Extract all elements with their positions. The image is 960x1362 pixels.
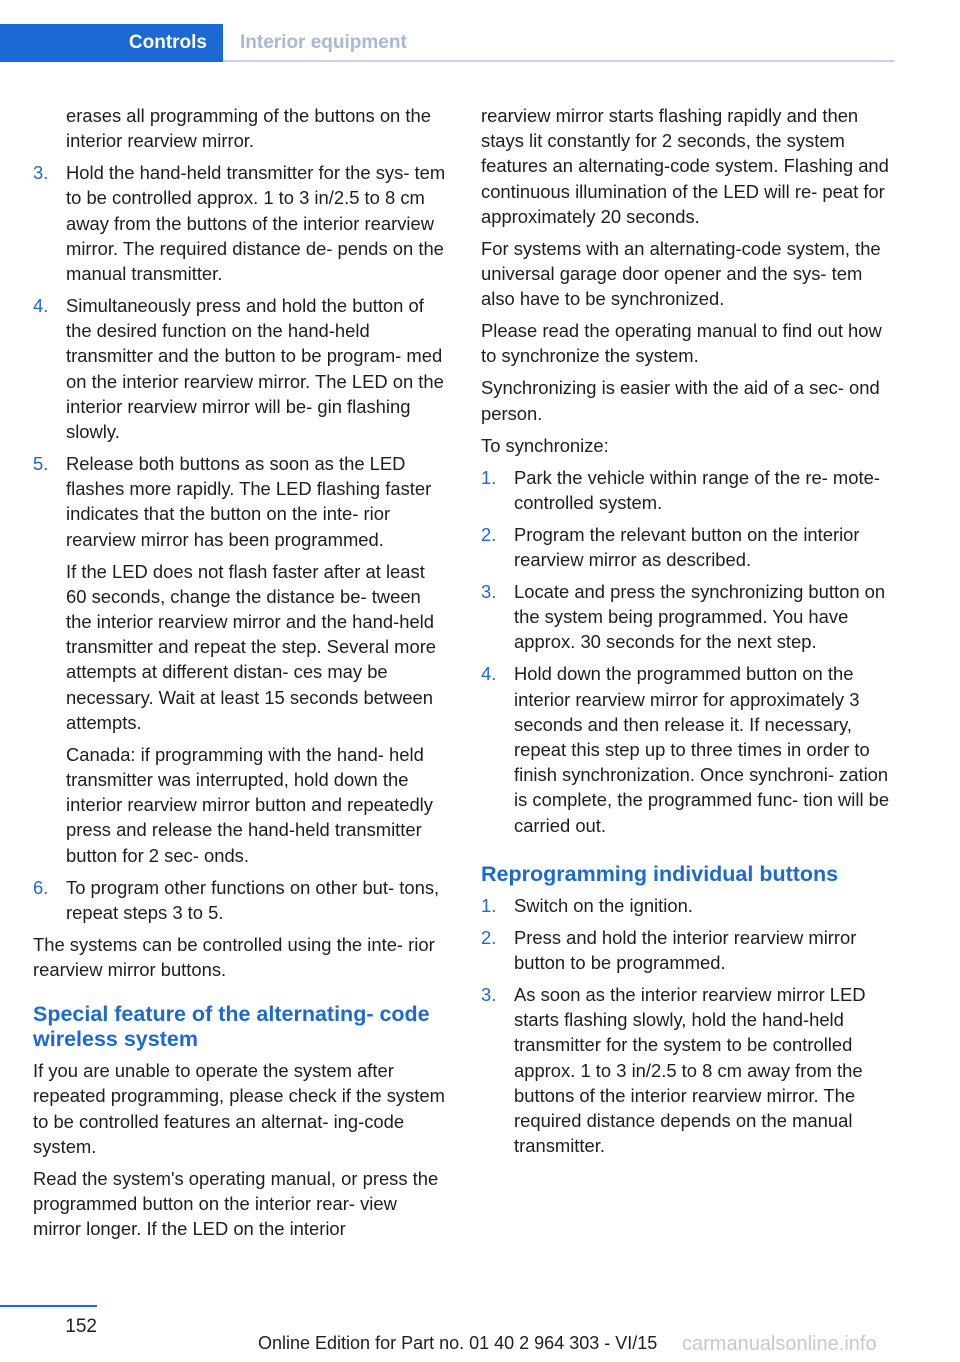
section-title: Interior equipment (240, 32, 407, 53)
list-item (481, 522, 894, 572)
step-number: 4. (33, 295, 49, 317)
step-text: Release both buttons as soon as the LED flashes more rapidly. The LED flashing faster indicates that the button on the inte‐ rior rearview mirror has been programmed. (66, 453, 432, 550)
list-item (481, 579, 894, 655)
list-item (33, 293, 449, 444)
step-text: Press and hold the interior rearview mirror button to be programmed. (514, 926, 857, 974)
edition-note: Online Edition for Part no. 01 40 2 964 303 - VI/15 (258, 1333, 658, 1353)
list-item (33, 875, 449, 925)
body-paragraph: If you are unable to operate the system after repeated programming, please check if the system to be controlled features an alternat‐ ing-code system. (33, 1060, 445, 1157)
step-number: 3. (481, 984, 497, 1006)
step-number: 6. (33, 876, 49, 898)
step-number: 3. (33, 162, 49, 184)
step-number: 2. (481, 523, 497, 545)
chapter-tab: Controls (0, 24, 223, 62)
body-paragraph: Synchronizing is easier with the aid of a sec‐ ond person. (481, 377, 880, 424)
body-paragraph: The systems can be controlled using the inte‐ rior rearview mirror buttons. (33, 933, 435, 981)
step-text: To program other functions on other but‐ tons, repeat steps 3 to 5. (66, 876, 440, 923)
right-column (481, 103, 894, 1165)
list-item (481, 661, 894, 837)
step-number: 3. (481, 581, 497, 603)
step-text: Hold down the programmed button on the interior rearview mirror for approximately 3 seconds and then release it. If necessary, repeat this step up to three times in order to finish synchronization. Once synchroni‐ zation is complete, the programmed func‐ tion will be carried out. (514, 663, 890, 836)
step-text: Program the relevant button on the interior rearview mirror as described. (514, 523, 860, 571)
step-number: 1. (481, 466, 497, 488)
body-paragraph: Read the system's operating manual, or press the programmed button on the interior rear‐ view mirror longer. If the LED on the interior (33, 1167, 439, 1240)
step-text: Simultaneously press and hold the button of the desired function on the hand-held transmitter and the button to be program‐ med on the interior rearview mirror. The LED on the interior rearview mirror will be‐ gin flashing slowly. (66, 295, 444, 443)
list-item (33, 451, 449, 868)
step-text: As soon as the interior rearview mirror LED starts flashing slowly, hold the hand-held transmitter for the system to be controlled approx. 1 to 3 in/2.5 to 8 cm away from the buttons of the interior rearview mirror. The required distance depends on the manual transmitter. (514, 984, 866, 1157)
footer-rule (0, 1305, 97, 1307)
body-paragraph: To synchronize: (481, 434, 609, 456)
step-text: Locate and press the synchronizing button on the system being programmed. You have approx. 30 seconds for the next step. (514, 581, 886, 653)
page-number: 152 (65, 1316, 97, 1337)
step-note: If the LED does not flash faster after at least 60 seconds, change the distance be‐ tween the interior rearview mirror and the hand-held transmitter and repeat the step. Several more attempts at different distan‐ ces may be necessary. Wait at least 15 seconds between attempts. (66, 560, 437, 733)
watermark: carmanualsonline.info (682, 1333, 877, 1355)
section-heading: Special feature of the alternating- code wireless system (33, 1002, 430, 1052)
step-number: 5. (33, 453, 49, 475)
step-text: Hold the hand-held transmitter for the sys‐ tem to be controlled approx. 1 to 3 in/2.5 to 8 cm away from the buttons of the interior rearview mirror. The required distance de‐ pends on the manual transmitter. (66, 162, 446, 285)
list-item (481, 982, 894, 1158)
step-number: 1. (481, 894, 497, 916)
step-text: Park the vehicle within range of the re‐ mote-controlled system. (514, 466, 880, 513)
left-column (33, 103, 449, 1248)
intro-paragraph: erases all programming of the buttons on the interior rearview mirror. (66, 105, 431, 152)
body-paragraph: rearview mirror starts flashing rapidly and then stays lit constantly for 2 seconds, the system features an alternating-code system. Flashing and continuous illumination of the LED will re‐ peat for approximately 20 seconds. (481, 105, 889, 227)
page-header (0, 24, 894, 62)
list-item (481, 465, 894, 515)
step-number: 2. (481, 926, 497, 948)
list-item (33, 160, 449, 286)
body-paragraph: For systems with an alternating-code system, the universal garage door opener and the sys‐ tem also have to be synchronized. (481, 237, 881, 310)
body-paragraph: Please read the operating manual to find out how to synchronize the system. (481, 320, 882, 367)
header-rule (223, 60, 894, 62)
step-note: Canada: if programming with the hand- held transmitter was interrupted, hold down the interior rearview mirror button and repeatedly press and release the hand-held transmitter button for 2 sec‐ onds. (66, 743, 433, 866)
list-item (481, 893, 894, 918)
step-text: Switch on the ignition. (514, 894, 693, 916)
step-number: 4. (481, 663, 497, 685)
list-item (481, 925, 894, 975)
section-heading: Reprogramming individual buttons (481, 861, 839, 886)
